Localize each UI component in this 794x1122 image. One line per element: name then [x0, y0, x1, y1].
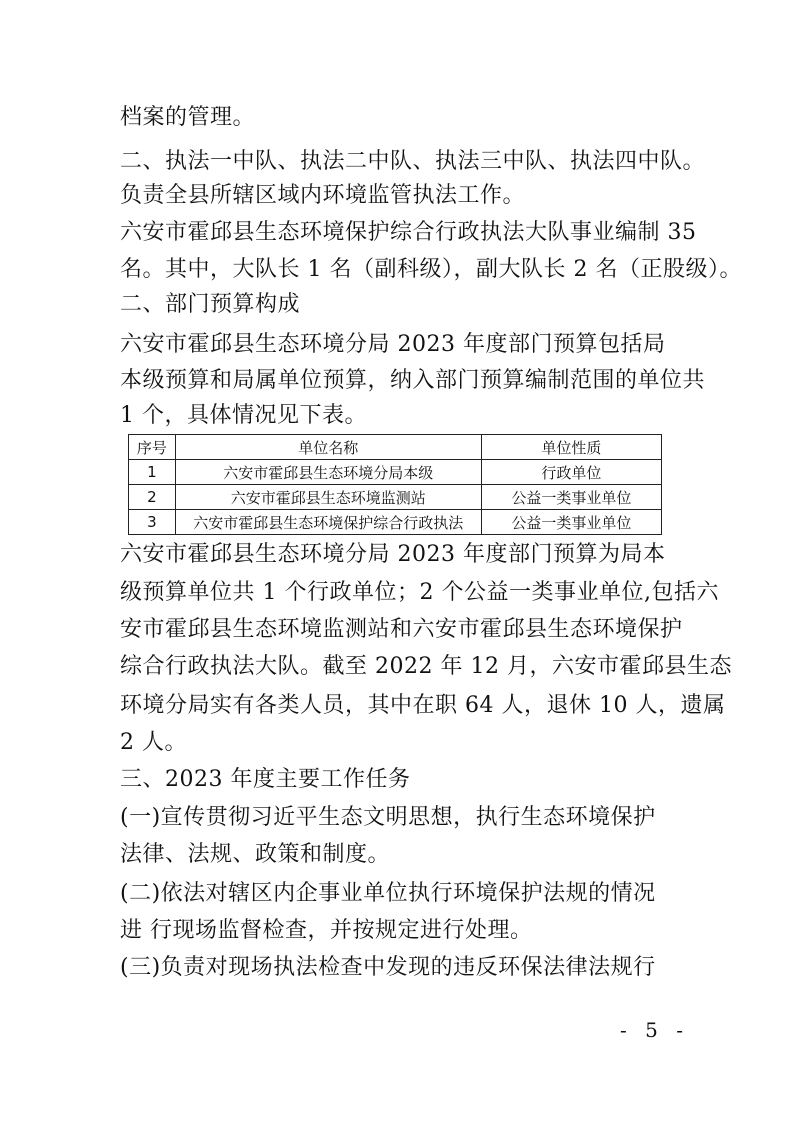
table-cell: 1 — [129, 460, 176, 485]
table-cell: 六安市霍邱县生态环境保护综合行政执法 — [175, 510, 481, 535]
text-line: (一)宣传贯彻习近平生态文明思想，执行生态环境保护 — [120, 805, 656, 830]
text-line: 负责全县所辖区域内环境监管执法工作。 — [120, 183, 526, 208]
text-line: 安市霍邱县生态环境监测站和六安市霍邱县生态环境保护 — [120, 617, 683, 642]
table-cell: 3 — [129, 510, 176, 535]
column-header: 序号 — [129, 435, 176, 460]
text-line: 1 个，具体情况见下表。 — [120, 403, 367, 428]
text-line: 本级预算和局属单位预算，纳入部门预算编制范围的单位共 — [120, 368, 706, 393]
table-cell: 六安市霍邱县生态环境分局本级 — [175, 460, 481, 485]
text-line: 名。其中，大队长 1 名（副科级），副大队长 2 名（正股级）。 — [120, 257, 742, 282]
text-line: 档案的管理。 — [120, 105, 256, 130]
text-line: 法律、法规、政策和制度。 — [120, 842, 391, 867]
text-line: 级预算单位共 1 个行政单位；2 个公益一类事业单位,包括六 — [120, 580, 719, 605]
text-line: 六安市霍邱县生态环境保护综合行政执法大队事业编制 35 — [120, 220, 697, 245]
page-number: - 5 - — [620, 1018, 689, 1042]
column-header: 单位名称 — [175, 435, 481, 460]
text-line: 环境分局实有各类人员，其中在职 64 人，退休 10 人，遗属 — [120, 693, 726, 718]
text-line: (二)依法对辖区内企事业单位执行环境保护法规的情况 — [120, 881, 656, 906]
unit-table — [128, 434, 662, 535]
table-header-row — [129, 435, 662, 460]
text-line: (三)负责对现场执法检查中发现的违反环保法律法规行 — [120, 955, 656, 980]
table-cell: 行政单位 — [481, 460, 661, 485]
text-line: 六安市霍邱县生态环境分局 2023 年度部门预算为局本 — [120, 542, 666, 567]
table-cell: 公益一类事业单位 — [481, 510, 661, 535]
text-line: 进 行现场监督检查，并按规定进行处理。 — [120, 918, 533, 943]
text-line: 二、执法一中队、执法二中队、执法三中队、执法四中队。 — [120, 149, 706, 174]
text-line: 2 人。 — [120, 730, 187, 755]
text-line: 六安市霍邱县生态环境分局 2023 年度部门预算包括局 — [120, 332, 666, 357]
section-heading: 二、部门预算构成 — [120, 292, 301, 317]
table-row — [129, 510, 662, 535]
text-line: 综合行政执法大队。截至 2022 年 12 月，六安市霍邱县生态 — [120, 654, 732, 679]
table-cell: 2 — [129, 485, 176, 510]
table-cell: 公益一类事业单位 — [481, 485, 661, 510]
column-header: 单位性质 — [481, 435, 661, 460]
section-heading: 三、2023 年度主要工作任务 — [120, 767, 411, 792]
table-row — [129, 485, 662, 510]
table-cell: 六安市霍邱县生态环境监测站 — [175, 485, 481, 510]
table-row — [129, 460, 662, 485]
